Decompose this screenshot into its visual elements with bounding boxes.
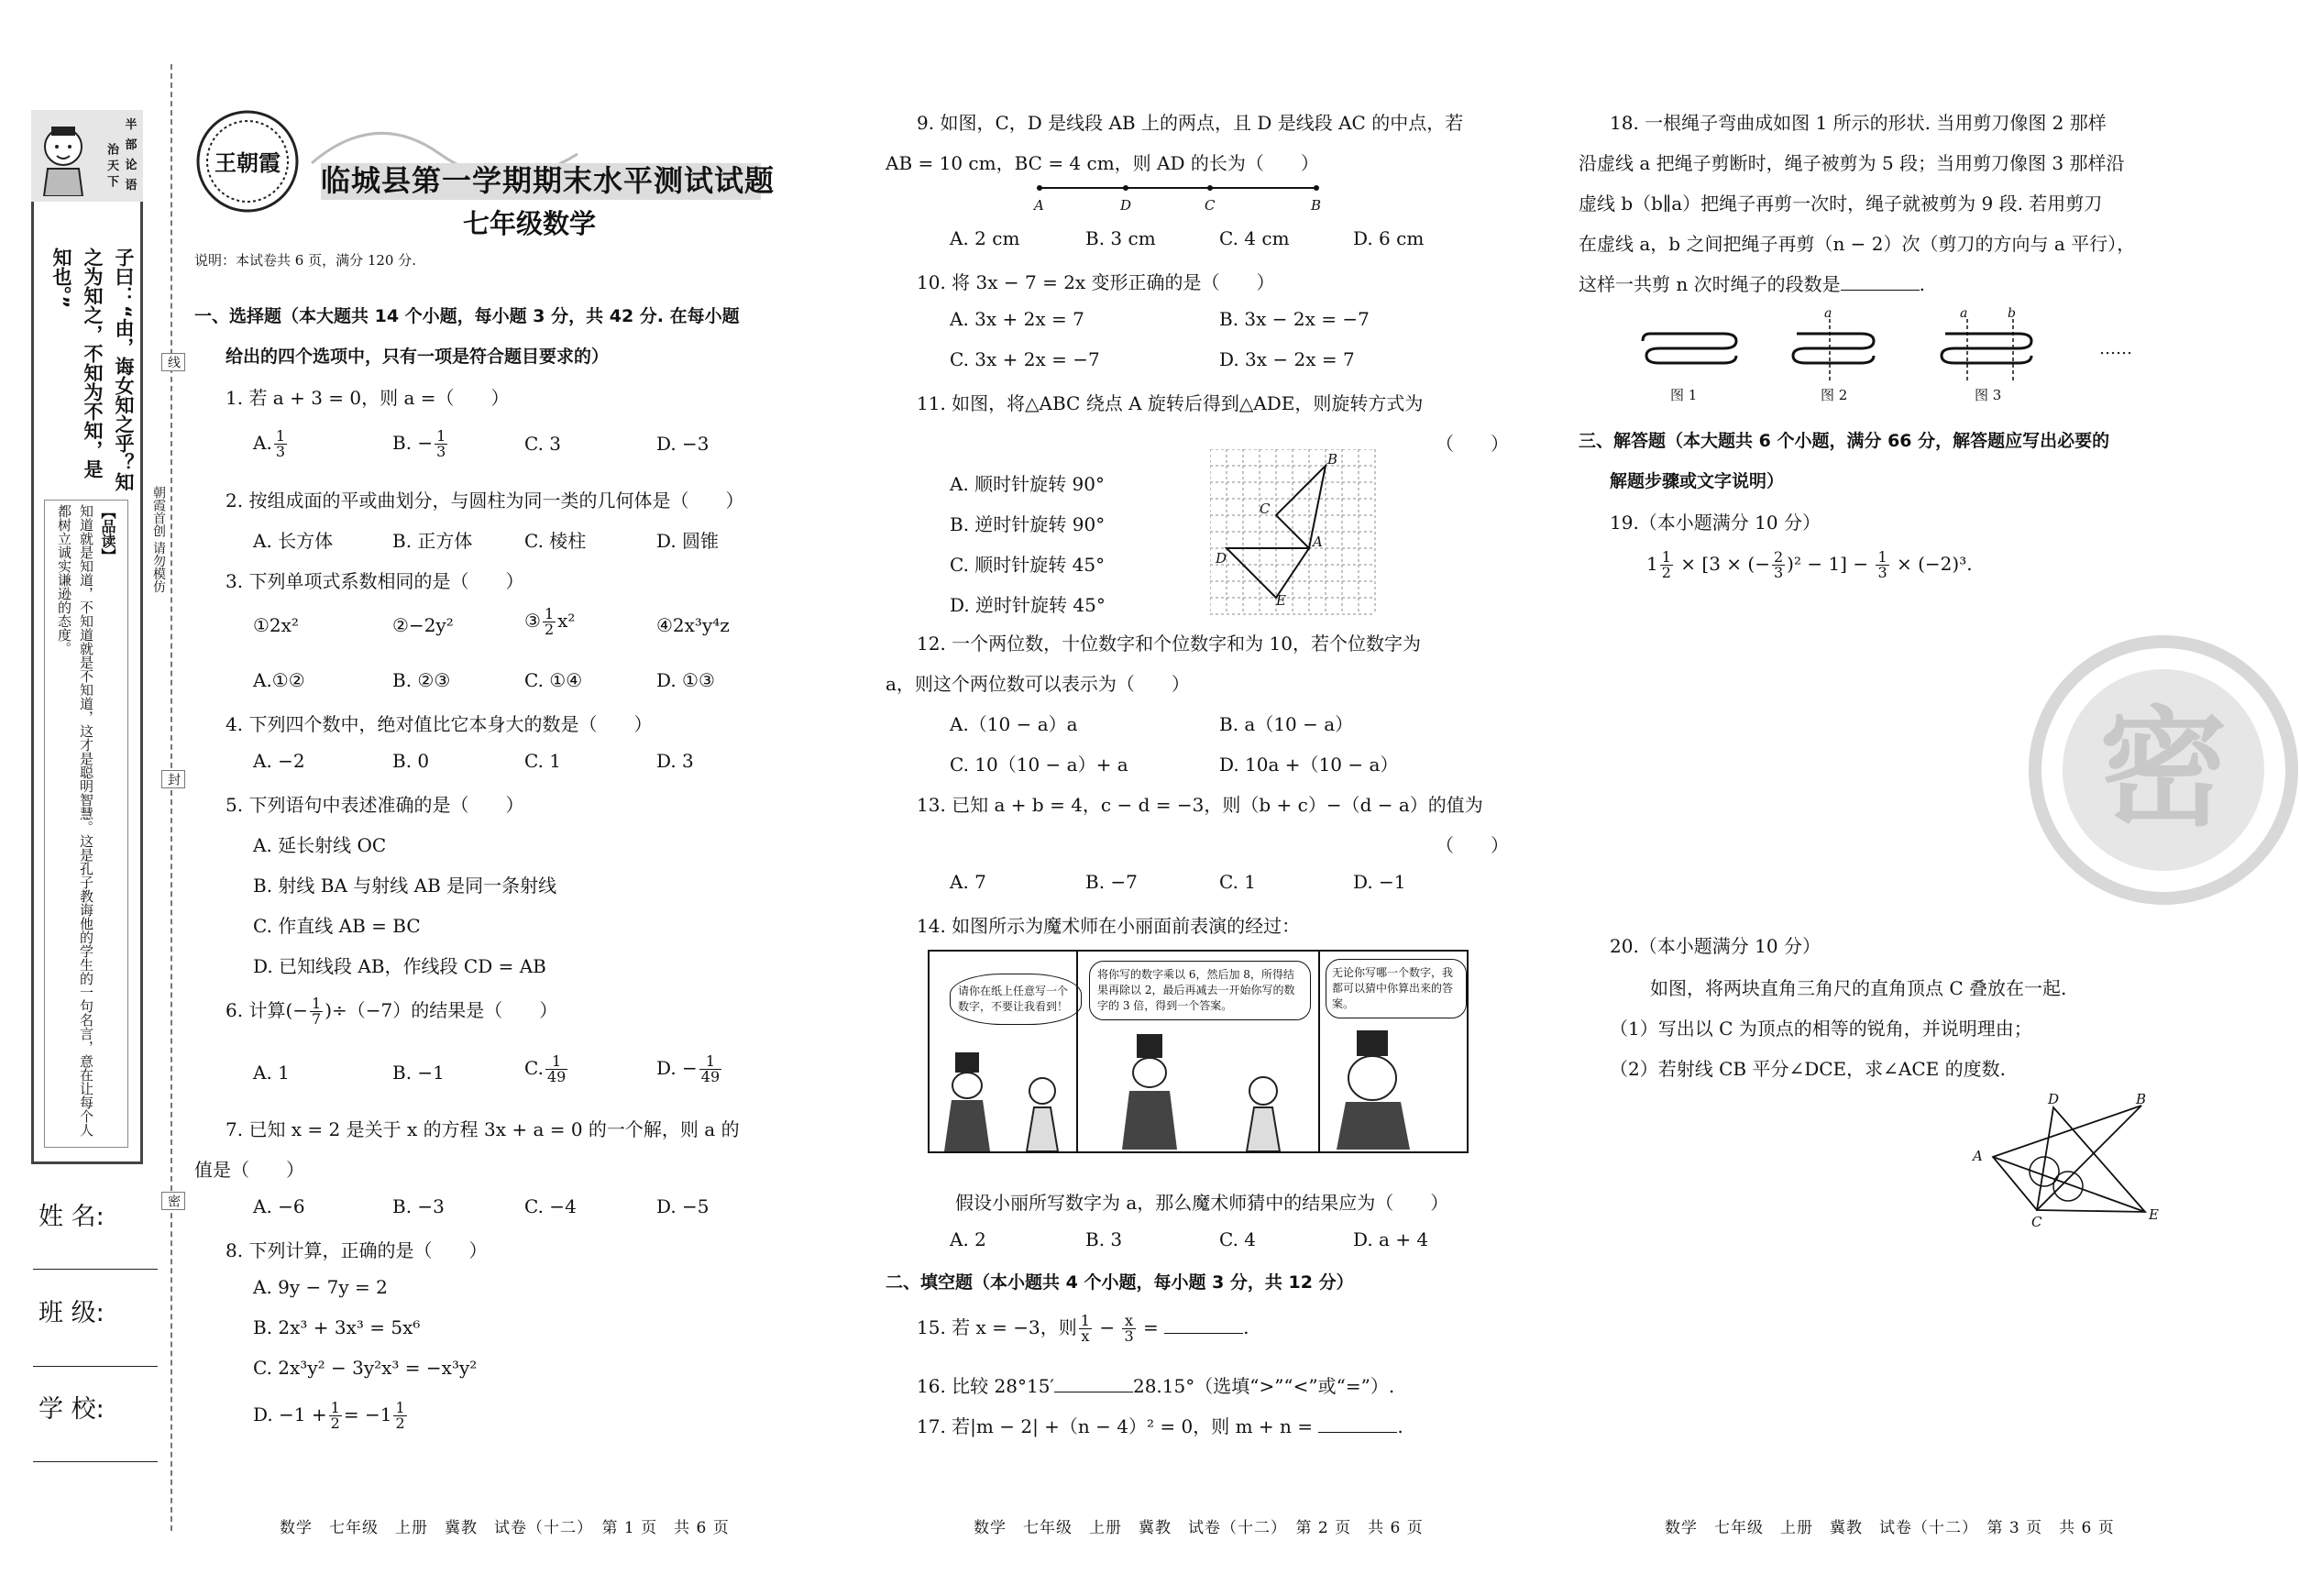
denominator: 2 [544, 621, 555, 638]
q13-option-b[interactable]: B. −7 [1085, 871, 1138, 893]
banner-char: 论 [125, 159, 138, 172]
exam-note: 说明：本试卷共 6 页，满分 120 分. [194, 252, 417, 269]
point-label: A [1034, 197, 1044, 214]
q12-option-d[interactable]: D. 10a +（10 − a） [1219, 754, 1399, 776]
q7-option-d[interactable]: D. −5 [656, 1195, 710, 1217]
q2-option-b[interactable]: B. 正方体 [392, 530, 473, 552]
fraction [393, 1401, 406, 1431]
q7-option-b[interactable]: B. −3 [392, 1195, 445, 1217]
question-1: 1. 若 a + 3 = 0，则 a =（ ） [226, 387, 510, 409]
denominator: 49 [700, 1068, 721, 1085]
fig-2-caption: 图 2 [1821, 387, 1848, 403]
question-9-line2: AB = 10 cm，BC = 4 cm，则 AD 的长为（ ） [886, 152, 1319, 174]
fraction [1079, 1314, 1092, 1344]
question-20: 20.（本小题满分 10 分） [1610, 935, 1821, 957]
class-label: 班 级: [39, 1299, 105, 1327]
q7-option-c[interactable]: C. −4 [524, 1195, 577, 1217]
fraction [310, 996, 323, 1027]
rope-figure-3 [1936, 312, 2037, 389]
cartoon-boy-icon [35, 119, 92, 196]
magician-figure-icon [935, 1052, 999, 1155]
question-18-line1: 18. 一根绳子弯曲成如图 1 所示的形状. 当用剪刀像图 2 那样 [1610, 112, 2107, 134]
q6-prefix: 6. 计算 [226, 999, 286, 1021]
q6-option-b[interactable]: B. −1 [392, 1062, 445, 1084]
point-label: D [1216, 550, 1227, 567]
stamp-char: 密 [2098, 695, 2228, 844]
q5-option-a[interactable]: A. 延长射线 OC [253, 834, 387, 856]
q1-option-a[interactable] [253, 429, 289, 459]
confucius-quote: 子曰：“由，诲女知之乎？知之为知之，不知为不知，是知也。” [50, 248, 135, 491]
banner-char: 语 [125, 179, 138, 193]
footer-page-3: 数学 七年级 上册 冀教 试卷（十二） 第 3 页 共 6 页 [1665, 1519, 2115, 1537]
denominator: 3 [1877, 564, 1887, 581]
fraction [274, 429, 287, 459]
q10-option-b[interactable]: B. 3x − 2x = −7 [1219, 308, 1370, 330]
section-2-heading: 二、填空题（本小题共 4 个小题，每小题 3 分，共 12 分） [886, 1272, 1354, 1293]
fraction [1772, 550, 1785, 580]
numerator: 1 [436, 427, 446, 445]
q16-text: 16. 比较 28°15′ [917, 1375, 1054, 1397]
question-4: 4. 下列四个数中，绝对值比它本身大的数是（ ） [226, 713, 653, 735]
speech-bubble-2: 将你写的数字乘以 6，然后加 8，所得结果再除以 2，最后再减去一开始你写的数字的 3 倍，得到一个答案。 [1089, 961, 1311, 1020]
q11-answer-paren: （ ） [1436, 433, 1509, 455]
q4-option-c[interactable]: C. 1 [524, 750, 562, 772]
magician-figure-icon [1329, 1030, 1417, 1153]
q10-option-d[interactable]: D. 3x − 2x = 7 [1219, 348, 1355, 370]
denominator: 2 [395, 1414, 405, 1432]
name-label: 姓 名: [39, 1203, 105, 1231]
denominator: 7 [312, 1010, 322, 1028]
numerator: 1 [545, 1054, 567, 1070]
question-11: 11. 如图，将△ABC 绕点 A 旋转后得到△ADE，则旋转方式为 [917, 392, 1424, 414]
q4-option-b[interactable]: B. 0 [392, 750, 430, 772]
q11-option-d[interactable]: D. 逆时针旋转 45° [950, 594, 1106, 616]
q14-option-c[interactable]: C. 4 [1219, 1228, 1257, 1250]
numerator: 1 [330, 1399, 340, 1416]
exam-subtitle: 七年级数学 [463, 208, 597, 239]
opt-label: C. [524, 1057, 544, 1079]
q3-option-b[interactable]: B. ②③ [392, 669, 451, 691]
denominator: 3 [1124, 1327, 1134, 1345]
minus-sign: − [1099, 1316, 1116, 1338]
q3-item-2: ②−2y² [392, 614, 454, 636]
q9-option-c[interactable]: C. 4 cm [1219, 227, 1290, 249]
q12-option-c[interactable]: C. 10（10 − a）+ a [950, 754, 1128, 776]
question-18-line2: 沿虚线 a 把绳子剪断时，绳子被剪为 5 段；当用剪刀像图 3 那样沿 [1579, 152, 2125, 174]
point-label: D [2048, 1091, 2060, 1107]
q13-answer-paren: （ ） [1436, 834, 1509, 856]
q20-triangles-figure [1962, 1091, 2173, 1228]
speech-bubble-3: 无论你写哪一个数字，我都可以猜中你算出来的答案。 [1326, 959, 1467, 1018]
fraction [435, 429, 447, 459]
point-label: C [1260, 501, 1271, 517]
question-9-line1: 9. 如图，C，D 是线段 AB 上的两点，且 D 是线段 AC 的中点，若 [917, 112, 1464, 134]
paren-open: (− [285, 999, 309, 1021]
publisher-logo [194, 108, 301, 215]
question-18-line5: 这样一共剪 n 次时绳子的段数是 . [1579, 273, 1925, 295]
magician-figure-icon [1113, 1034, 1186, 1153]
denominator: x [1081, 1327, 1090, 1345]
question-8: 8. 下列计算，正确的是（ ） [226, 1239, 488, 1261]
magician-comic [928, 950, 1469, 1153]
question-20-line2: （1）写出以 C 为顶点的相等的锐角，并说明理由； [1610, 1018, 2032, 1040]
point-label: B [1311, 197, 1322, 214]
question-7-line2: 值是（ ） [194, 1159, 304, 1181]
q17-answer-blank[interactable] [1318, 1415, 1397, 1433]
question-14: 14. 如图所示为魔术师在小丽面前表演的经过： [917, 915, 1301, 937]
point-label: A [1973, 1148, 1983, 1164]
fig2-line-a-label: a [1824, 306, 1832, 321]
point-label: C [2031, 1214, 2042, 1230]
q3-item-1: ①2x² [253, 614, 299, 636]
question-5: 5. 下列语句中表述准确的是（ ） [226, 794, 524, 816]
fraction [543, 607, 556, 637]
numerator: 1 [312, 995, 322, 1012]
exam-title: 临城县第一学期期末水平测试试题 [321, 163, 776, 198]
banner-small-chars [123, 116, 139, 196]
q6-option-d[interactable] [656, 1054, 723, 1084]
expr-part: × [3 × (− [1680, 553, 1770, 575]
name-field[interactable] [33, 1269, 158, 1270]
q8-option-c[interactable]: C. 2x³y² − 3y²x³ = −x³y² [253, 1357, 478, 1379]
seal-char-mi: 密 [161, 1192, 185, 1210]
banner-char: 半 [125, 118, 138, 132]
section-1-heading-line1: 一、选择题（本大题共 14 个小题，每小题 3 分，共 42 分. 在每小题 [194, 306, 740, 326]
q16-answer-blank[interactable] [1054, 1375, 1133, 1392]
fraction [1876, 550, 1888, 580]
item-mark: ③ [524, 610, 541, 632]
sidebar-banner [31, 110, 143, 202]
question-13: 13. 已知 a + b = 4，c − d = −3，则（b + c）−（d − a）的值为 [917, 794, 1483, 816]
q8-option-b[interactable]: B. 2x³ + 3x³ = 5x⁶ [253, 1316, 421, 1338]
whole-part: 1 [1646, 553, 1658, 575]
q18-text: 这样一共剪 n 次时绳子的段数是 [1579, 273, 1841, 295]
q4-option-d[interactable]: D. 3 [656, 750, 694, 772]
q2-option-d[interactable]: D. 圆锥 [656, 530, 720, 552]
girl-figure-icon [1238, 1074, 1289, 1155]
point-label: B [2136, 1091, 2147, 1107]
q3-option-d[interactable]: D. ①③ [656, 669, 715, 691]
q5-option-d[interactable]: D. 已知线段 AB，作线段 CD = AB [253, 955, 546, 977]
numerator: 1 [699, 1054, 721, 1070]
q7-option-a[interactable]: A. −6 [253, 1195, 305, 1217]
q11-option-c[interactable]: C. 顺时针旋转 45° [950, 554, 1106, 576]
binding-line [171, 64, 172, 1531]
numerator: 2 [1773, 548, 1784, 566]
q18-answer-blank[interactable] [1841, 273, 1920, 291]
point-label: C [1205, 197, 1216, 214]
numerator: x [1122, 1314, 1135, 1329]
expr-part: )² − 1] − [1787, 553, 1869, 575]
denominator: 49 [546, 1068, 567, 1085]
question-20-line1: 如图，将两块直角三角尺的直角顶点 C 叠放在一起. [1650, 977, 2067, 999]
q6-option-a[interactable]: A. 1 [253, 1062, 290, 1084]
banner-char: 部 [125, 138, 138, 152]
fig-1-caption: 图 1 [1670, 387, 1698, 403]
question-16 [917, 1371, 1394, 1398]
point-label: B [1327, 451, 1338, 468]
q3-item-3 [524, 607, 575, 637]
question-12-line2: a，则这个两位数可以表示为（ ） [886, 673, 1190, 695]
q11-grid-figure [1210, 449, 1377, 616]
opt-label: D. − [656, 1057, 698, 1079]
q14-option-d[interactable]: D. a + 4 [1353, 1228, 1429, 1250]
question-3: 3. 下列单项式系数相同的是（ ） [226, 570, 524, 592]
rope-figure-1 [1641, 321, 1742, 380]
q1-option-c[interactable]: C. 3 [524, 433, 562, 455]
fraction [329, 1401, 342, 1431]
q6-suffix: ÷（−7）的结果是（ ） [332, 999, 558, 1021]
q3-option-a[interactable]: A.①② [253, 669, 305, 691]
q16-suffix: 28.15°（选填“>”“<”或“=”）. [1132, 1375, 1395, 1397]
q1-option-b[interactable] [392, 429, 449, 459]
point-label: E [1276, 592, 1286, 609]
comic-panel-1 [930, 952, 1078, 1151]
fraction [699, 1054, 721, 1084]
point-label: D [1120, 197, 1132, 214]
numerator: 1 [1080, 1312, 1090, 1329]
expr-part: × (−2)³. [1897, 553, 1973, 575]
q14-option-b[interactable]: B. 3 [1085, 1228, 1123, 1250]
question-15: 15. 若 x = −3，则 $\frac{1}{x}$ − $\frac{x}{3}$ = . [917, 1312, 1249, 1345]
q5-option-b[interactable]: B. 射线 BA 与射线 AB 是同一条射线 [253, 875, 557, 897]
q11-option-b[interactable]: B. 逆时针旋转 90° [950, 513, 1106, 535]
q15-answer-blank[interactable] [1164, 1316, 1243, 1334]
q11-option-a[interactable]: A. 顺时针旋转 90° [950, 473, 1105, 495]
reading-text: 知道就是知道，不知道就是不知道，这才是聪明智慧。这是孔子教诲他的学生的一句名言，意在让每个人都树立诚实谦逊的态度。 [56, 504, 94, 1137]
logo-text: 王朝霞 [215, 149, 281, 176]
numerator: 1 [275, 427, 285, 445]
q12-option-a[interactable]: A.（10 − a）a [950, 713, 1078, 735]
denominator: 3 [275, 443, 285, 460]
reading-label: 【品读】 [99, 504, 116, 563]
q14-option-a[interactable]: A. 2 [950, 1228, 986, 1250]
q3-option-c[interactable]: C. ①④ [524, 669, 583, 691]
footer-page-1: 数学 七年级 上册 冀教 试卷（十二） 第 1 页 共 6 页 [280, 1519, 730, 1537]
q13-option-c[interactable]: C. 1 [1219, 871, 1257, 893]
question-14-prompt: 假设小丽所写数字为 a，那么魔术师猜中的结果应为（ ） [955, 1192, 1449, 1214]
q5-option-c[interactable]: C. 作直线 AB = BC [253, 915, 421, 937]
item-term: x² [557, 610, 576, 632]
question-19: 19.（本小题满分 10 分） [1610, 512, 1821, 534]
school-field[interactable] [33, 1461, 158, 1462]
q4-option-a[interactable]: A. −2 [253, 750, 305, 772]
opt-term: = −1 [343, 1403, 392, 1425]
point-label: A [1313, 534, 1323, 550]
question-6 [226, 996, 557, 1027]
fraction [1660, 550, 1673, 580]
question-17: 17. 若|m − 2| +（n − 4）² = 0，则 m + n = . [917, 1415, 1403, 1437]
q9-option-a[interactable]: A. 2 cm [950, 227, 1020, 249]
q6-option-c[interactable] [524, 1054, 569, 1084]
opt-label: A. [253, 432, 272, 454]
class-field[interactable] [33, 1366, 158, 1367]
q13-option-d[interactable]: D. −1 [1353, 871, 1406, 893]
section-3-heading-line1: 三、解答题（本大题共 6 个小题，满分 66 分，解答题应写出必要的 [1579, 431, 2110, 451]
question-10: 10. 将 3x − 7 = 2x 变形正确的是（ ） [917, 271, 1275, 293]
q8-option-d[interactable] [253, 1401, 409, 1431]
q13-option-a[interactable]: A. 7 [950, 871, 986, 893]
numerator: 1 [1661, 548, 1671, 566]
footer-page-2: 数学 七年级 上册 冀教 试卷（十二） 第 2 页 共 6 页 [974, 1519, 1424, 1537]
q17-text: 17. 若|m − 2| +（n − 4）² = 0，则 m + n = [917, 1415, 1314, 1437]
question-20-line3: （2）若射线 CB 平分∠DCE，求∠ACE 的度数. [1610, 1058, 2006, 1080]
q8-option-a[interactable]: A. 9y − 7y = 2 [253, 1276, 388, 1298]
paren-close: ) [325, 999, 333, 1021]
q10-option-a[interactable]: A. 3x + 2x = 7 [950, 308, 1084, 330]
denominator: 2 [1661, 564, 1671, 581]
q19-expression [1646, 550, 1973, 580]
question-18-line4: 在虚线 a，b 之间把绳子再剪（n − 2）次（剪刀的方向与 a 平行）， [1579, 233, 2136, 255]
q9-option-b[interactable]: B. 3 cm [1085, 227, 1156, 249]
q10-option-c[interactable]: C. 3x + 2x = −7 [950, 348, 1100, 370]
fig3-line-a-label: a [1960, 306, 1968, 321]
numerator: 1 [544, 605, 555, 622]
school-label: 学 校: [39, 1395, 105, 1424]
section-3-heading-line2: 解题步骤或文字说明） [1610, 471, 1785, 491]
question-12-line1: 12. 一个两位数，十位数字和个位数字和为 10，若个位数字为 [917, 633, 1421, 655]
q9-segment-figure [1027, 179, 1329, 215]
secret-stamp-watermark [2026, 633, 2300, 908]
fraction [545, 1054, 567, 1084]
point-label: E [2149, 1206, 2159, 1223]
question-18-line3: 虚线 b（b∥a）把绳子再剪一次时，绳子就被剪为 9 段. 若用剪刀 [1579, 193, 2103, 215]
q3-item-4: ④2x³y⁴z [656, 614, 730, 636]
original-note: 朝霞首创 请勿模仿 [151, 486, 166, 593]
speech-bubble-1: 请你在纸上任意写一个数字，不要让我看到！ [950, 974, 1082, 1025]
rope-figure-2 [1788, 312, 1879, 389]
q2-option-c[interactable]: C. 棱柱 [524, 530, 587, 552]
question-7-line1: 7. 已知 x = 2 是关于 x 的方程 3x + a = 0 的一个解，则 a 的 [226, 1118, 740, 1140]
q1-option-d[interactable]: D. −3 [656, 433, 710, 455]
denominator: 3 [1773, 564, 1784, 581]
girl-figure-icon [1019, 1074, 1065, 1155]
q15-text: 15. 若 x = −3，则 [917, 1316, 1077, 1338]
seal-char-feng: 封 [161, 770, 185, 788]
fig-ellipsis: …… [2099, 339, 2132, 358]
q12-option-b[interactable]: B. a（10 − a） [1219, 713, 1354, 735]
question-2: 2. 按组成面的平或曲划分，与圆柱为同一类的几何体是（ ） [226, 490, 744, 512]
comic-panel-3 [1318, 952, 1467, 1151]
fig-3-caption: 图 3 [1975, 387, 2002, 403]
equals-sign: = [1142, 1316, 1159, 1338]
comic-panel-2 [1076, 952, 1320, 1151]
numerator: 1 [1877, 548, 1887, 566]
denominator: 3 [436, 443, 446, 460]
opt-label: D. −1 + [253, 1403, 327, 1425]
opt-label: B. − [392, 432, 434, 454]
q9-option-d[interactable]: D. 6 cm [1353, 227, 1425, 249]
seal-char-xian: 线 [161, 353, 185, 371]
numerator: 1 [395, 1399, 405, 1416]
section-1-heading-line2: 给出的四个选项中，只有一项是符合题目要求的） [226, 347, 610, 367]
banner-tag: 治 天 下 [105, 143, 118, 188]
q2-option-a[interactable]: A. 长方体 [253, 530, 334, 552]
denominator: 2 [330, 1414, 340, 1432]
fig3-line-b-label: b [2008, 306, 2016, 321]
fraction [1122, 1314, 1135, 1344]
